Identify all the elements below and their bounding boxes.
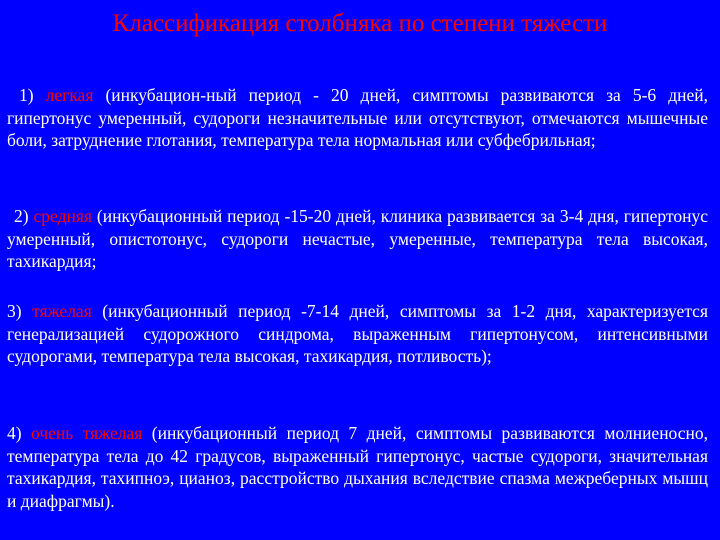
severity-label: средняя xyxy=(33,206,92,226)
severity-label: очень тяжелая xyxy=(31,423,143,443)
item-description: (инкубацион-ный период - 20 дней, симптомы развиваются за 5-6 дней, гипертонус умеренный, судороги незначительные или отсутствуют, отмечаются мышечные боли, затруднение глотания, температура тела нормальная или субфебрильная; xyxy=(7,85,709,150)
severity-item-very-severe xyxy=(7,422,708,512)
item-number: 4) xyxy=(7,423,22,443)
item-description: (инкубационный период -7-14 дней, симптомы за 1-2 дня, характеризуется генерализацией судорожного синдрома, выраженным гипертонусом, интенсивными судорогами, температура тела высокая, тахикардия, потливость); xyxy=(7,301,708,366)
item-description: (инкубационный период -15-20 дней, клиника развивается за 3-4 дня, гипертонус умеренный, опистотонус, судороги нечастые, умеренные, температура тела высокая, тахикардия; xyxy=(7,206,708,271)
slide-title: Классификация столбняка по степени тяжести xyxy=(112,10,608,37)
item-description: (инкубационный период 7 дней, симптомы развиваются молниеносно, температура тела до 42 градусов, выраженный гипертонус, частые судороги, значительная тахикардия, тахипноэ, цианоз, расстройство дыхания вследствие спазма межреберных мышц и диафрагмы). xyxy=(7,423,709,511)
item-number: 3) xyxy=(7,301,22,321)
severity-label: тяжелая xyxy=(32,301,92,321)
severity-item-severe xyxy=(7,300,708,368)
item-number: 2) xyxy=(14,206,29,226)
severity-item-moderate xyxy=(7,205,708,273)
severity-label: легкая xyxy=(45,85,94,105)
item-number: 1) xyxy=(19,85,34,105)
severity-item-mild xyxy=(7,84,708,152)
